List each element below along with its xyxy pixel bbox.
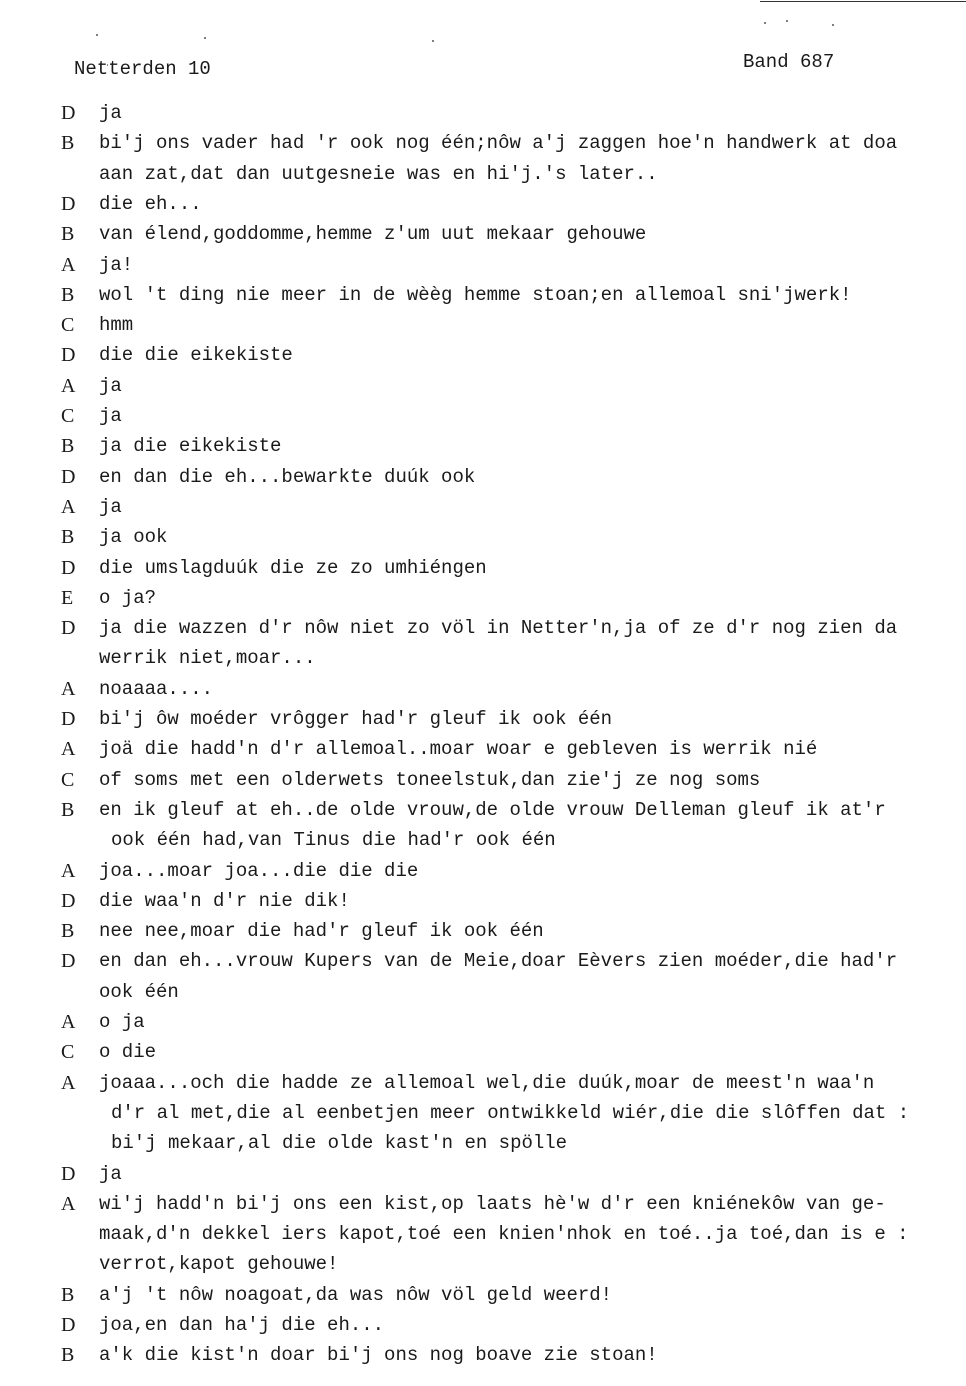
transcript-line — [0, 643, 966, 673]
transcript-line — [0, 219, 966, 249]
transcript-line — [0, 1219, 966, 1249]
transcript-line — [0, 462, 966, 492]
utterance-text: ook één had,van Tinus die had'r ook één — [111, 829, 556, 852]
speaker-label: C — [61, 1041, 75, 1064]
top-edge-rule — [760, 1, 966, 2]
scan-speck — [764, 22, 766, 24]
speaker-label: C — [61, 405, 75, 427]
speaker-label: B — [61, 223, 75, 246]
speaker-label: D — [61, 889, 76, 912]
utterance-text: en dan eh...vrouw Kupers van de Meie,doar Eèvers zien moéder,die had'r — [99, 950, 898, 973]
utterance-text: en ik gleuf at eh..de olde vrouw,de olde vrouw Delleman gleuf ik at'r — [99, 798, 886, 821]
transcript-line — [0, 1098, 966, 1128]
transcript-line — [0, 613, 966, 643]
utterance-text: ja — [99, 374, 122, 397]
utterance-text: die waa'n d'r nie dik! — [99, 889, 350, 912]
utterance-text: wol 't ding nie meer in de wèèg hemme stoan;en allemoal sni'jwerk! — [99, 283, 852, 306]
place-name: Netterden — [74, 58, 177, 80]
utterance-text: joa,en dan ha'j die eh... — [99, 1314, 385, 1336]
transcript-line — [0, 1249, 966, 1279]
page-number: 10 — [188, 58, 211, 80]
transcript-line — [0, 310, 966, 340]
transcript-line — [0, 553, 966, 583]
transcript-line — [0, 1159, 966, 1189]
transcript-line — [0, 674, 966, 704]
speaker-label: D — [61, 556, 76, 579]
tape-label: Band 687 — [743, 51, 835, 73]
speaker-label: B — [61, 1344, 75, 1367]
transcript-line — [0, 1310, 966, 1340]
speaker-label: D — [61, 950, 76, 973]
transcript-line — [0, 1037, 966, 1067]
transcript-line — [0, 128, 966, 158]
utterance-text: bi'j ons vader had 'r ook nog één;nôw a'j zaggen hoe'n handwerk at doa — [99, 132, 898, 155]
utterance-text: aan zat,dat dan uutgesneie was en hi'j.'s later.. — [99, 162, 658, 185]
utterance-text: hmm — [99, 314, 134, 337]
transcript-line — [0, 1007, 966, 1037]
transcript-line — [0, 340, 966, 370]
speaker-label: D — [61, 708, 76, 730]
speaker-label: A — [61, 1192, 76, 1215]
transcript-line — [0, 492, 966, 522]
transcript-line — [0, 765, 966, 795]
transcript-line — [0, 1280, 966, 1310]
speaker-label: B — [61, 526, 75, 549]
transcript-line — [0, 1128, 966, 1158]
utterance-text: of soms met een olderwets toneelstuk,dan zie'j ze nog soms — [99, 768, 761, 791]
utterance-text: verrot,kapot gehouwe! — [99, 1253, 339, 1276]
utterance-text: ja — [99, 102, 122, 124]
transcript-line — [0, 189, 966, 219]
speaker-label: A — [61, 1071, 76, 1094]
utterance-text: d'r al met,die al eenbetjen meer ontwikkeld wiér,die die slôffen dat : — [111, 1101, 910, 1124]
utterance-text: noaaaa.... — [99, 677, 214, 700]
speaker-label: B — [61, 132, 75, 155]
transcript-line — [0, 1340, 966, 1370]
utterance-text: die eh... — [99, 192, 202, 215]
utterance-text: die umslagduúk die ze zo umhiéngen — [99, 556, 487, 579]
speaker-label: D — [61, 617, 76, 640]
speaker-label: D — [61, 344, 76, 367]
transcript-line — [0, 886, 966, 916]
transcript-line — [0, 401, 966, 431]
utterance-text: a'j 't nôw noagoat,da was nôw völ geld weerd! — [99, 1283, 613, 1306]
speaker-label: A — [61, 374, 76, 397]
utterance-text: ja! — [99, 253, 134, 276]
transcript-line — [0, 734, 966, 764]
speaker-label: D — [61, 465, 76, 488]
transcript-line — [0, 977, 966, 1007]
utterance-text: wi'j hadd'n bi'j ons een kist,op laats hè'w d'r een kniénekôw van ge- — [99, 1192, 886, 1215]
utterance-text: ja die wazzen d'r nôw niet zo völ in Netter'n,ja of ze d'r nog zien da — [99, 617, 898, 640]
scan-speck — [432, 40, 434, 42]
utterance-text: die die eikekiste — [99, 344, 293, 367]
scan-speck — [204, 37, 206, 39]
transcript-line — [0, 856, 966, 886]
transcript-line — [0, 795, 966, 825]
utterance-text: ja — [99, 495, 122, 518]
transcript-line — [0, 371, 966, 401]
transcript-line — [0, 946, 966, 976]
scan-speck — [832, 24, 834, 26]
utterance-text: ja — [99, 1162, 122, 1185]
utterance-text: o ja? — [99, 586, 157, 609]
scan-speck — [786, 20, 788, 22]
utterance-text: joä die hadd'n d'r allemoal..moar woar e gebleven is werrik nié — [99, 738, 818, 761]
speaker-label: A — [61, 738, 76, 761]
speaker-label: A — [61, 1011, 76, 1033]
transcript-line — [0, 825, 966, 855]
transcript-line — [0, 1068, 966, 1098]
transcript-line — [0, 431, 966, 461]
speaker-label: C — [61, 314, 75, 337]
utterance-text: ja die eikekiste — [99, 435, 282, 458]
speaker-label: C — [61, 768, 75, 791]
scan-speck — [96, 34, 98, 36]
speaker-label: B — [61, 1283, 75, 1306]
speaker-label: A — [61, 677, 76, 700]
transcript-line — [0, 250, 966, 280]
utterance-text: joaaa...och die hadde ze allemoal wel,die duúk,moar de meest'n waa'n — [99, 1071, 875, 1094]
transcript-line — [0, 98, 966, 128]
utterance-text: joa...moar joa...die die die — [99, 859, 419, 882]
utterance-text: a'k die kist'n doar bi'j ons nog boave zie stoan! — [99, 1344, 658, 1367]
speaker-label: A — [61, 495, 76, 518]
transcript-line — [0, 583, 966, 613]
speaker-label: B — [61, 435, 75, 458]
transcript-line — [0, 916, 966, 946]
utterance-text: maak,d'n dekkel iers kapot,toé een knien'nhok en toé..ja toé,dan is e : — [99, 1223, 909, 1246]
transcript-line — [0, 522, 966, 552]
utterance-text: bi'j ôw moéder vrôgger had'r gleuf ik ook één — [99, 708, 613, 730]
speaker-label: B — [61, 798, 75, 821]
utterance-text: werrik niet,moar... — [99, 647, 316, 670]
utterance-text: o ja — [99, 1011, 145, 1033]
utterance-text: ja ook — [99, 526, 168, 549]
speaker-label: D — [61, 1162, 76, 1185]
speaker-label: D — [61, 102, 76, 124]
speaker-label: D — [61, 1314, 76, 1336]
transcript-line — [0, 280, 966, 310]
speaker-label: A — [61, 253, 76, 276]
utterance-text: ook één — [99, 980, 179, 1003]
utterance-text: bi'j mekaar,al die olde kast'n en spölle — [111, 1132, 568, 1155]
speaker-label: A — [61, 859, 76, 882]
utterance-text: o die — [99, 1041, 157, 1064]
utterance-text: van élend,goddomme,hemme z'um uut mekaar gehouwe — [99, 223, 647, 246]
transcript-line — [0, 1189, 966, 1219]
utterance-text: ja — [99, 405, 122, 427]
transcript-line — [0, 704, 966, 734]
page-header-left — [74, 58, 211, 80]
speaker-label: E — [61, 586, 74, 609]
speaker-label: D — [61, 192, 76, 215]
utterance-text: en dan die eh...bewarkte duúk ook — [99, 465, 476, 488]
utterance-text: nee nee,moar die had'r gleuf ik ook één — [99, 920, 544, 943]
speaker-label: B — [61, 283, 75, 306]
speaker-label: B — [61, 920, 75, 943]
transcript-line — [0, 159, 966, 189]
